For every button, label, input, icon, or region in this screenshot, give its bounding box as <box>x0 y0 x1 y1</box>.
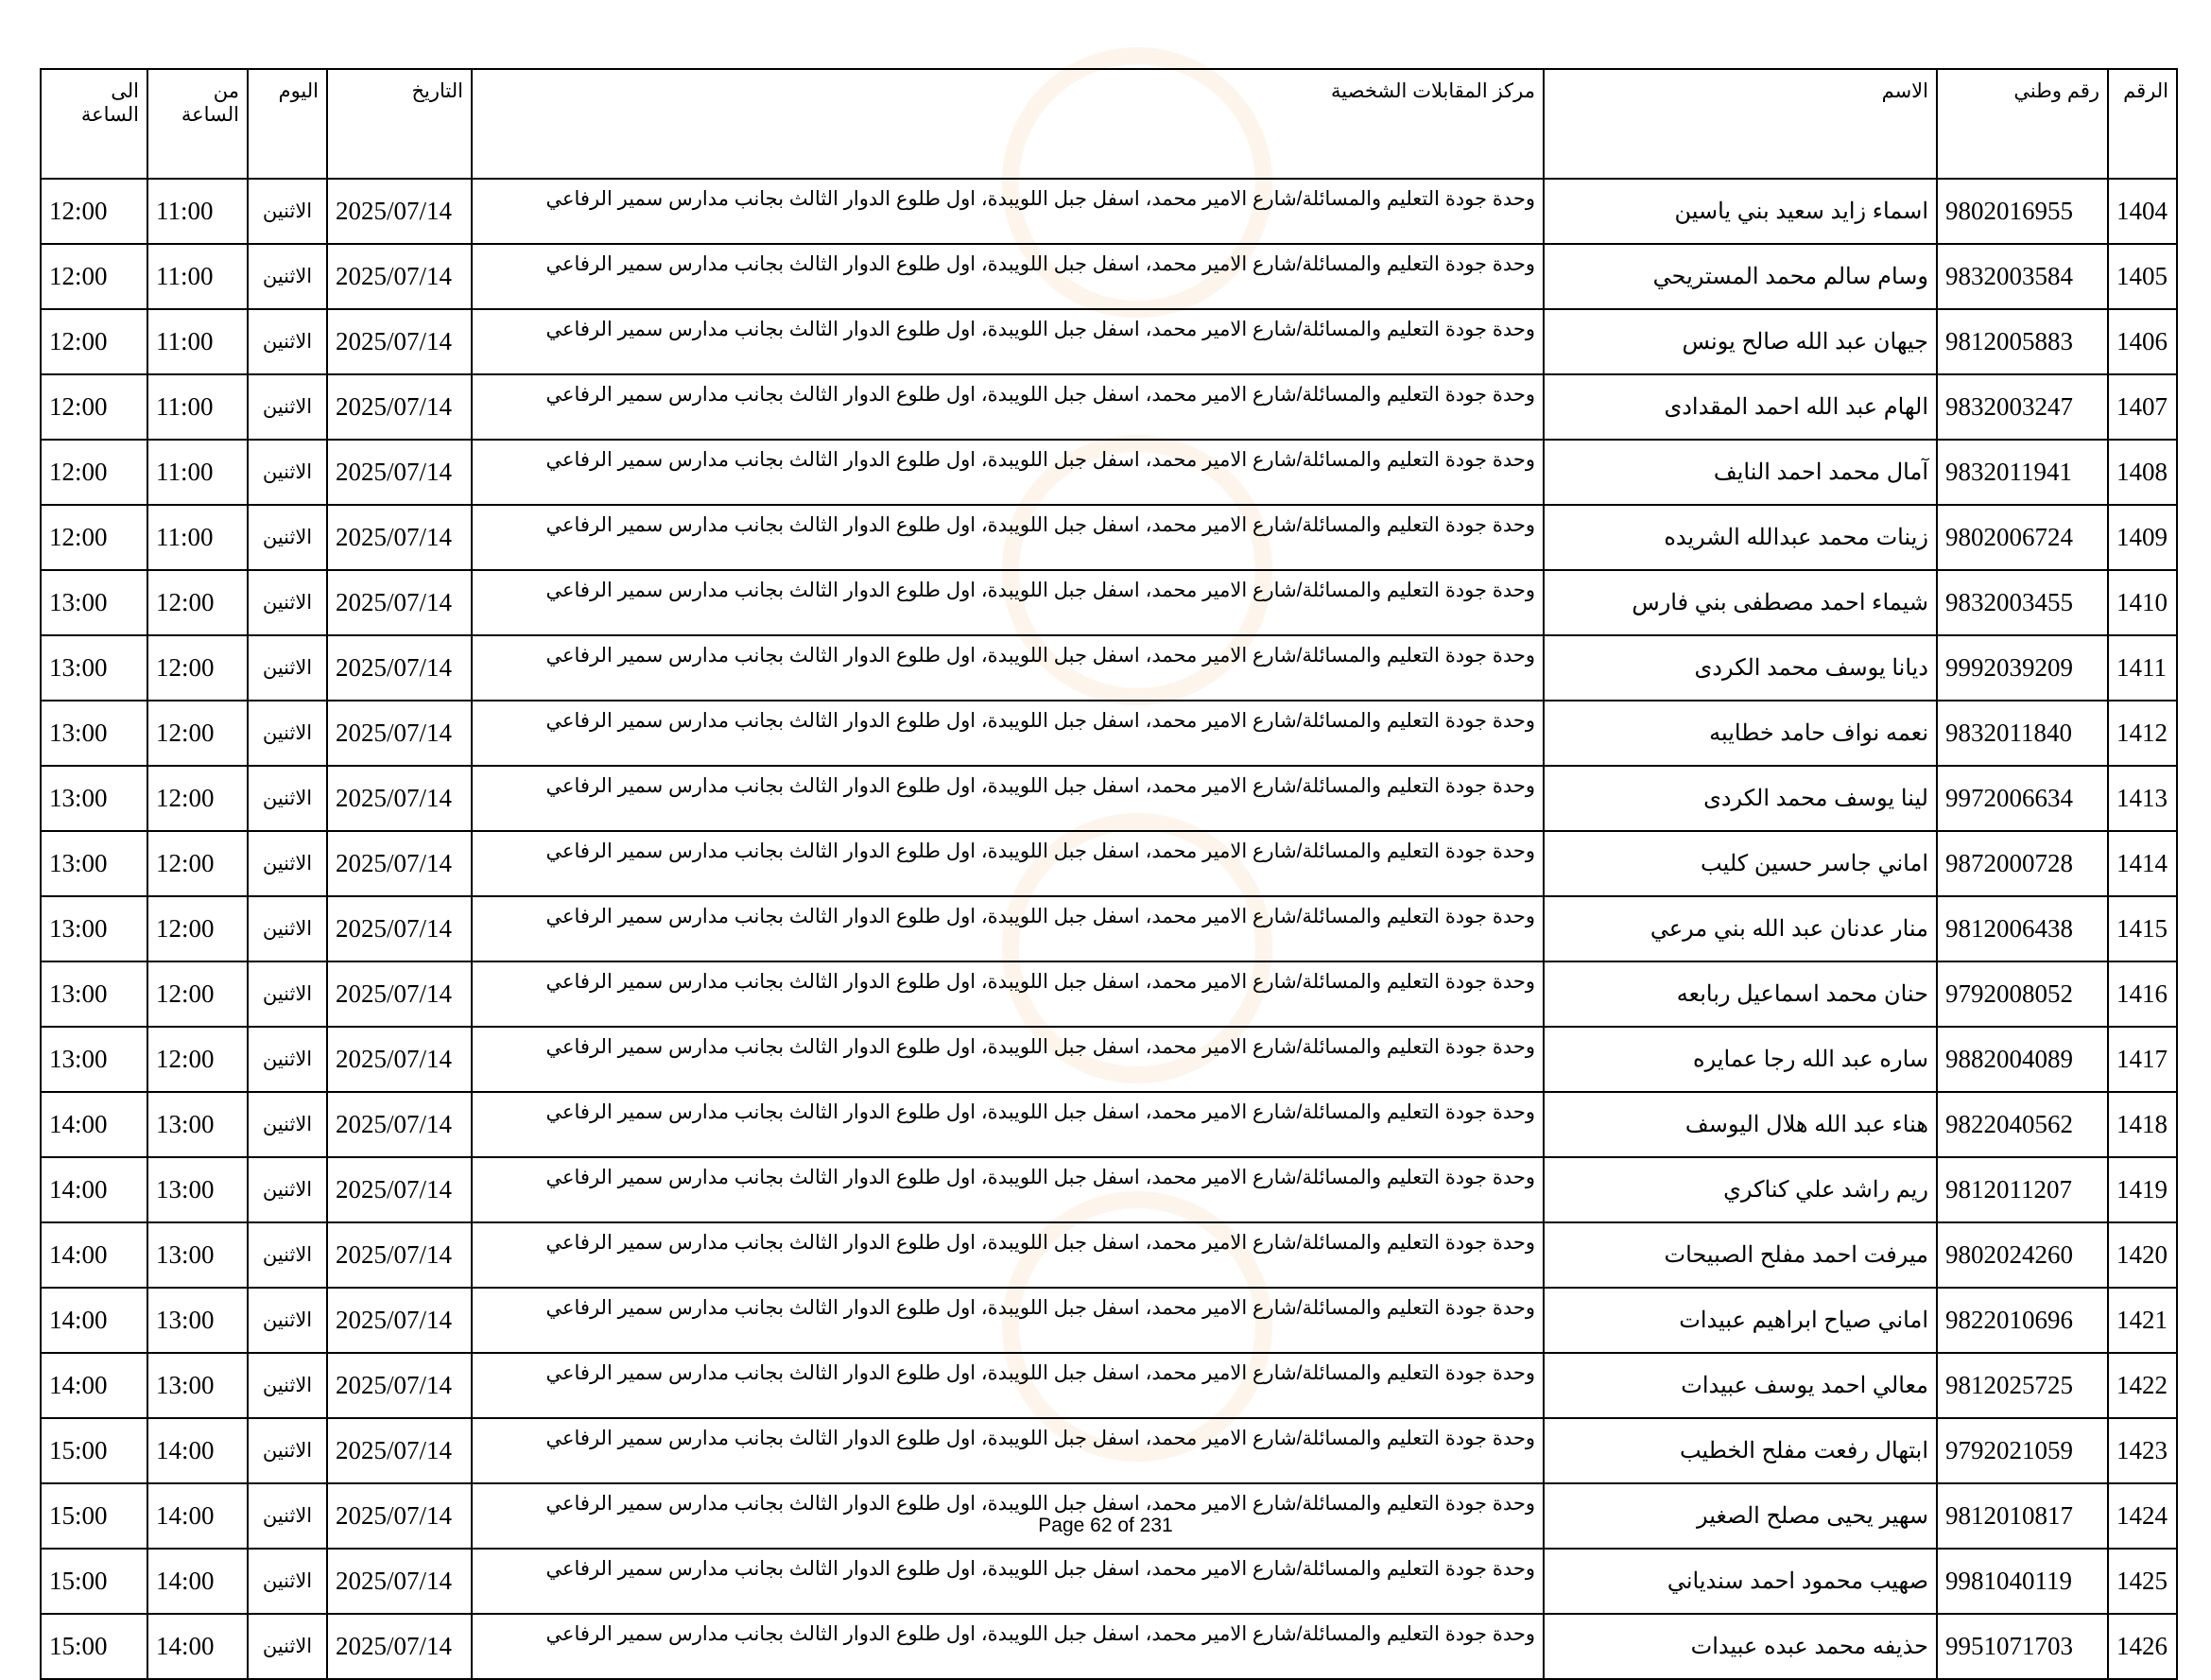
national-id: 9832003455 <box>1937 570 2108 635</box>
interview-date: 2025/07/14 <box>327 766 472 831</box>
row-number: 1410 <box>2108 570 2177 635</box>
from-time: 12:00 <box>147 635 248 701</box>
national-id: 9812025725 <box>1937 1353 2108 1418</box>
applicant-name: آمال محمد احمد النايف <box>1544 440 1937 505</box>
applicant-name: الهام عبد الله احمد المقدادى <box>1544 374 1937 440</box>
header-name: الاسم <box>1544 69 1937 179</box>
interview-date: 2025/07/14 <box>327 1288 472 1353</box>
applicant-name: لينا يوسف محمد الكردى <box>1544 766 1937 831</box>
interview-center: وحدة جودة التعليم والمسائلة/شارع الامير محمد، اسفل جبل اللويبدة، اول طلوع الدوار الثالث بجانب مدارس سمير الرفاعي <box>472 766 1544 831</box>
interview-day: الاثنين <box>248 505 327 570</box>
interview-day: الاثنين <box>248 244 327 309</box>
row-number: 1419 <box>2108 1157 2177 1222</box>
from-time: 13:00 <box>147 1092 248 1157</box>
interview-day: الاثنين <box>248 1483 327 1549</box>
table-row <box>41 1418 2177 1483</box>
from-time: 13:00 <box>147 1353 248 1418</box>
from-time: 14:00 <box>147 1418 248 1483</box>
row-number: 1421 <box>2108 1288 2177 1353</box>
to-time: 13:00 <box>41 635 147 701</box>
to-time: 14:00 <box>41 1222 147 1288</box>
table-row <box>41 766 2177 831</box>
interview-date: 2025/07/14 <box>327 440 472 505</box>
applicant-name: حذيفه محمد عبده عبيدات <box>1544 1614 1937 1679</box>
row-number: 1415 <box>2108 896 2177 961</box>
interview-center: وحدة جودة التعليم والمسائلة/شارع الامير محمد، اسفل جبل اللويبدة، اول طلوع الدوار الثالث بجانب مدارس سمير الرفاعي <box>472 635 1544 701</box>
to-time: 12:00 <box>41 374 147 440</box>
from-time: 14:00 <box>147 1483 248 1549</box>
interview-day: الاثنين <box>248 1027 327 1092</box>
header-to: الى الساعة <box>41 69 147 179</box>
national-id: 9832011941 <box>1937 440 2108 505</box>
to-time: 12:00 <box>41 179 147 244</box>
applicant-name: اماني صياح ابراهيم عبيدات <box>1544 1288 1937 1353</box>
table-row <box>41 244 2177 309</box>
interview-day: الاثنين <box>248 1222 327 1288</box>
national-id: 9812011207 <box>1937 1157 2108 1222</box>
interview-day: الاثنين <box>248 635 327 701</box>
interview-date: 2025/07/14 <box>327 1353 472 1418</box>
from-time: 12:00 <box>147 766 248 831</box>
applicant-name: ساره عبد الله رجا عمايره <box>1544 1027 1937 1092</box>
national-id: 9792008052 <box>1937 961 2108 1027</box>
national-id: 9981040119 <box>1937 1549 2108 1614</box>
interview-day: الاثنين <box>248 896 327 961</box>
applicant-name: جيهان عبد الله صالح يونس <box>1544 309 1937 374</box>
applicant-name: اماني جاسر حسين كليب <box>1544 831 1937 896</box>
applicant-name: نعمه نواف حامد خطايبه <box>1544 701 1937 766</box>
to-time: 15:00 <box>41 1614 147 1679</box>
from-time: 11:00 <box>147 244 248 309</box>
from-time: 13:00 <box>147 1222 248 1288</box>
interview-date: 2025/07/14 <box>327 1614 472 1679</box>
row-number: 1416 <box>2108 961 2177 1027</box>
applicant-name: وسام سالم محمد المستريحي <box>1544 244 1937 309</box>
header-from: من الساعة <box>147 69 248 179</box>
applicant-name: هناء عبد الله هلال اليوسف <box>1544 1092 1937 1157</box>
header-day: اليوم <box>248 69 327 179</box>
from-time: 14:00 <box>147 1549 248 1614</box>
national-id: 9972006634 <box>1937 766 2108 831</box>
interview-center: وحدة جودة التعليم والمسائلة/شارع الامير محمد، اسفل جبل اللويبدة، اول طلوع الدوار الثالث بجانب مدارس سمير الرفاعي <box>472 440 1544 505</box>
table-row <box>41 1614 2177 1679</box>
row-number: 1423 <box>2108 1418 2177 1483</box>
from-time: 13:00 <box>147 1157 248 1222</box>
table-row <box>41 896 2177 961</box>
table-row <box>41 309 2177 374</box>
from-time: 12:00 <box>147 961 248 1027</box>
interview-date: 2025/07/14 <box>327 831 472 896</box>
interview-center: وحدة جودة التعليم والمسائلة/شارع الامير محمد، اسفل جبل اللويبدة، اول طلوع الدوار الثالث بجانب مدارس سمير الرفاعي <box>472 961 1544 1027</box>
page-number: Page 62 of 231 <box>1038 1515 1173 1536</box>
from-time: 12:00 <box>147 701 248 766</box>
interview-day: الاثنين <box>248 1288 327 1353</box>
interview-center: وحدة جودة التعليم والمسائلة/شارع الامير محمد، اسفل جبل اللويبدة، اول طلوع الدوار الثالث بجانب مدارس سمير الرفاعي <box>472 374 1544 440</box>
national-id: 9951071703 <box>1937 1614 2108 1679</box>
applicant-name: شيماء احمد مصطفى بني فارس <box>1544 570 1937 635</box>
interview-center: وحدة جودة التعليم والمسائلة/شارع الامير محمد، اسفل جبل اللويبدة، اول طلوع الدوار الثالث بجانب مدارس سمير الرفاعي <box>472 1288 1544 1353</box>
from-time: 12:00 <box>147 1027 248 1092</box>
interview-date: 2025/07/14 <box>327 374 472 440</box>
from-time: 14:00 <box>147 1614 248 1679</box>
row-number: 1412 <box>2108 701 2177 766</box>
table-row <box>41 961 2177 1027</box>
from-time: 11:00 <box>147 309 248 374</box>
header-center: مركز المقابلات الشخصية <box>472 69 1544 179</box>
interview-center: وحدة جودة التعليم والمسائلة/شارع الامير محمد، اسفل جبل اللويبدة، اول طلوع الدوار الثالث بجانب مدارس سمير الرفاعي <box>472 701 1544 766</box>
to-time: 15:00 <box>41 1418 147 1483</box>
from-time: 11:00 <box>147 440 248 505</box>
interview-day: الاثنين <box>248 374 327 440</box>
interview-date: 2025/07/14 <box>327 309 472 374</box>
interview-date: 2025/07/14 <box>327 179 472 244</box>
interview-center: وحدة جودة التعليم والمسائلة/شارع الامير محمد، اسفل جبل اللويبدة، اول طلوع الدوار الثالث بجانب مدارس سمير الرفاعي <box>472 505 1544 570</box>
row-number: 1409 <box>2108 505 2177 570</box>
row-number: 1418 <box>2108 1092 2177 1157</box>
interview-date: 2025/07/14 <box>327 1483 472 1549</box>
applicant-name: ميرفت احمد مفلح الصبيحات <box>1544 1222 1937 1288</box>
row-number: 1422 <box>2108 1353 2177 1418</box>
to-time: 13:00 <box>41 961 147 1027</box>
interview-center: وحدة جودة التعليم والمسائلة/شارع الامير محمد، اسفل جبل اللويبدة، اول طلوع الدوار الثالث بجانب مدارس سمير الرفاعي <box>472 831 1544 896</box>
from-time: 11:00 <box>147 374 248 440</box>
interview-center: وحدة جودة التعليم والمسائلة/شارع الامير محمد، اسفل جبل اللويبدة، اول طلوع الدوار الثالث بجانب مدارس سمير الرفاعي <box>472 179 1544 244</box>
row-number: 1408 <box>2108 440 2177 505</box>
row-number: 1426 <box>2108 1614 2177 1679</box>
interview-day: الاثنين <box>248 1614 327 1679</box>
applicant-name: صهيب محمود احمد سندياني <box>1544 1549 1937 1614</box>
interview-date: 2025/07/14 <box>327 1157 472 1222</box>
header-national-id: رقم وطني <box>1937 69 2108 179</box>
interview-date: 2025/07/14 <box>327 244 472 309</box>
interview-center: وحدة جودة التعليم والمسائلة/شارع الامير محمد، اسفل جبل اللويبدة، اول طلوع الدوار الثالث بجانب مدارس سمير الرفاعي <box>472 1418 1544 1483</box>
national-id: 9812005883 <box>1937 309 2108 374</box>
interview-center: وحدة جودة التعليم والمسائلة/شارع الامير محمد، اسفل جبل اللويبدة، اول طلوع الدوار الثالث بجانب مدارس سمير الرفاعي <box>472 1353 1544 1418</box>
to-time: 13:00 <box>41 570 147 635</box>
national-id: 9832011840 <box>1937 701 2108 766</box>
to-time: 12:00 <box>41 505 147 570</box>
applicant-name: اسماء زايد سعيد بني ياسين <box>1544 179 1937 244</box>
to-time: 15:00 <box>41 1483 147 1549</box>
interview-day: الاثنين <box>248 701 327 766</box>
to-time: 14:00 <box>41 1353 147 1418</box>
national-id: 9792021059 <box>1937 1418 2108 1483</box>
to-time: 13:00 <box>41 701 147 766</box>
to-time: 14:00 <box>41 1092 147 1157</box>
table-row <box>41 831 2177 896</box>
interview-center: وحدة جودة التعليم والمسائلة/شارع الامير محمد، اسفل جبل اللويبدة، اول طلوع الدوار الثالث بجانب مدارس سمير الرفاعي <box>472 1027 1544 1092</box>
row-number: 1406 <box>2108 309 2177 374</box>
row-number: 1407 <box>2108 374 2177 440</box>
applicant-name: ابتهال رفعت مفلح الخطيب <box>1544 1418 1937 1483</box>
table-row <box>41 1222 2177 1288</box>
table-row <box>41 179 2177 244</box>
row-number: 1413 <box>2108 766 2177 831</box>
national-id: 9802016955 <box>1937 179 2108 244</box>
interview-center: وحدة جودة التعليم والمسائلة/شارع الامير محمد، اسفل جبل اللويبدة، اول طلوع الدوار الثالث بجانب مدارس سمير الرفاعي <box>472 1483 1544 1549</box>
row-number: 1425 <box>2108 1549 2177 1614</box>
to-time: 12:00 <box>41 309 147 374</box>
table-row <box>41 635 2177 701</box>
national-id: 9812010817 <box>1937 1483 2108 1549</box>
from-time: 12:00 <box>147 831 248 896</box>
from-time: 11:00 <box>147 179 248 244</box>
interview-date: 2025/07/14 <box>327 570 472 635</box>
interview-date: 2025/07/14 <box>327 961 472 1027</box>
table-header-row <box>41 69 2177 179</box>
national-id: 9802024260 <box>1937 1222 2108 1288</box>
to-time: 15:00 <box>41 1549 147 1614</box>
row-number: 1405 <box>2108 244 2177 309</box>
national-id: 9822010696 <box>1937 1288 2108 1353</box>
interview-center: وحدة جودة التعليم والمسائلة/شارع الامير محمد، اسفل جبل اللويبدة، اول طلوع الدوار الثالث بجانب مدارس سمير الرفاعي <box>472 1222 1544 1288</box>
applicant-name: سهير يحيى مصلح الصغير <box>1544 1483 1937 1549</box>
table-row <box>41 1288 2177 1353</box>
national-id: 9872000728 <box>1937 831 2108 896</box>
national-id: 9822040562 <box>1937 1092 2108 1157</box>
row-number: 1404 <box>2108 179 2177 244</box>
interview-center: وحدة جودة التعليم والمسائلة/شارع الامير محمد، اسفل جبل اللويبدة، اول طلوع الدوار الثالث بجانب مدارس سمير الرفاعي <box>472 244 1544 309</box>
header-date: التاريخ <box>327 69 472 179</box>
from-time: 12:00 <box>147 570 248 635</box>
interview-day: الاثنين <box>248 1353 327 1418</box>
row-number: 1414 <box>2108 831 2177 896</box>
interview-schedule-table <box>40 68 2178 1680</box>
interview-day: الاثنين <box>248 309 327 374</box>
to-time: 13:00 <box>41 1027 147 1092</box>
interview-center: وحدة جودة التعليم والمسائلة/شارع الامير محمد، اسفل جبل اللويبدة، اول طلوع الدوار الثالث بجانب مدارس سمير الرفاعي <box>472 1092 1544 1157</box>
interview-day: الاثنين <box>248 831 327 896</box>
interview-day: الاثنين <box>248 570 327 635</box>
interview-day: الاثنين <box>248 1092 327 1157</box>
interview-date: 2025/07/14 <box>327 635 472 701</box>
interview-date: 2025/07/14 <box>327 1092 472 1157</box>
table-row <box>41 440 2177 505</box>
interview-day: الاثنين <box>248 179 327 244</box>
interview-date: 2025/07/14 <box>327 896 472 961</box>
table-row <box>41 1549 2177 1614</box>
interview-center: وحدة جودة التعليم والمسائلة/شارع الامير محمد، اسفل جبل اللويبدة، اول طلوع الدوار الثالث بجانب مدارس سمير الرفاعي <box>472 1549 1544 1614</box>
interview-day: الاثنين <box>248 1418 327 1483</box>
interview-day: الاثنين <box>248 1157 327 1222</box>
row-number: 1411 <box>2108 635 2177 701</box>
row-number: 1417 <box>2108 1027 2177 1092</box>
applicant-name: معالي احمد يوسف عبيدات <box>1544 1353 1937 1418</box>
table-row <box>41 374 2177 440</box>
table-row <box>41 505 2177 570</box>
national-id: 9882004089 <box>1937 1027 2108 1092</box>
interview-day: الاثنين <box>248 1549 327 1614</box>
interview-center: وحدة جودة التعليم والمسائلة/شارع الامير محمد، اسفل جبل اللويبدة، اول طلوع الدوار الثالث بجانب مدارس سمير الرفاعي <box>472 896 1544 961</box>
to-time: 12:00 <box>41 244 147 309</box>
interview-center: وحدة جودة التعليم والمسائلة/شارع الامير محمد، اسفل جبل اللويبدة، اول طلوع الدوار الثالث بجانب مدارس سمير الرفاعي <box>472 309 1544 374</box>
interview-day: الاثنين <box>248 961 327 1027</box>
applicant-name: حنان محمد اسماعيل ربابعه <box>1544 961 1937 1027</box>
interview-date: 2025/07/14 <box>327 1549 472 1614</box>
national-id: 9992039209 <box>1937 635 2108 701</box>
interview-center: وحدة جودة التعليم والمسائلة/شارع الامير محمد، اسفل جبل اللويبدة، اول طلوع الدوار الثالث بجانب مدارس سمير الرفاعي <box>472 570 1544 635</box>
to-time: 14:00 <box>41 1157 147 1222</box>
interview-date: 2025/07/14 <box>327 505 472 570</box>
interview-date: 2025/07/14 <box>327 1418 472 1483</box>
interview-date: 2025/07/14 <box>327 1027 472 1092</box>
header-no: الرقم <box>2108 69 2177 179</box>
national-id: 9832003584 <box>1937 244 2108 309</box>
interview-center: وحدة جودة التعليم والمسائلة/شارع الامير محمد، اسفل جبل اللويبدة، اول طلوع الدوار الثالث بجانب مدارس سمير الرفاعي <box>472 1157 1544 1222</box>
table-row <box>41 1027 2177 1092</box>
row-number: 1420 <box>2108 1222 2177 1288</box>
applicant-name: ديانا يوسف محمد الكردى <box>1544 635 1937 701</box>
national-id: 9832003247 <box>1937 374 2108 440</box>
interview-center: وحدة جودة التعليم والمسائلة/شارع الامير محمد، اسفل جبل اللويبدة، اول طلوع الدوار الثالث بجانب مدارس سمير الرفاعي <box>472 1614 1544 1679</box>
table-row <box>41 1353 2177 1418</box>
to-time: 14:00 <box>41 1288 147 1353</box>
from-time: 11:00 <box>147 505 248 570</box>
to-time: 13:00 <box>41 766 147 831</box>
applicant-name: ريم راشد علي كناكري <box>1544 1157 1937 1222</box>
table-row <box>41 701 2177 766</box>
national-id: 9812006438 <box>1937 896 2108 961</box>
from-time: 13:00 <box>147 1288 248 1353</box>
applicant-name: زينات محمد عبدالله الشريده <box>1544 505 1937 570</box>
interview-day: الاثنين <box>248 766 327 831</box>
interview-day: الاثنين <box>248 440 327 505</box>
interview-date: 2025/07/14 <box>327 701 472 766</box>
row-number: 1424 <box>2108 1483 2177 1549</box>
interview-date: 2025/07/14 <box>327 1222 472 1288</box>
table-row <box>41 1157 2177 1222</box>
to-time: 12:00 <box>41 440 147 505</box>
national-id: 9802006724 <box>1937 505 2108 570</box>
to-time: 13:00 <box>41 896 147 961</box>
from-time: 12:00 <box>147 896 248 961</box>
applicant-name: منار عدنان عبد الله بني مرعي <box>1544 896 1937 961</box>
table-row <box>41 1092 2177 1157</box>
to-time: 13:00 <box>41 831 147 896</box>
table-row <box>41 570 2177 635</box>
